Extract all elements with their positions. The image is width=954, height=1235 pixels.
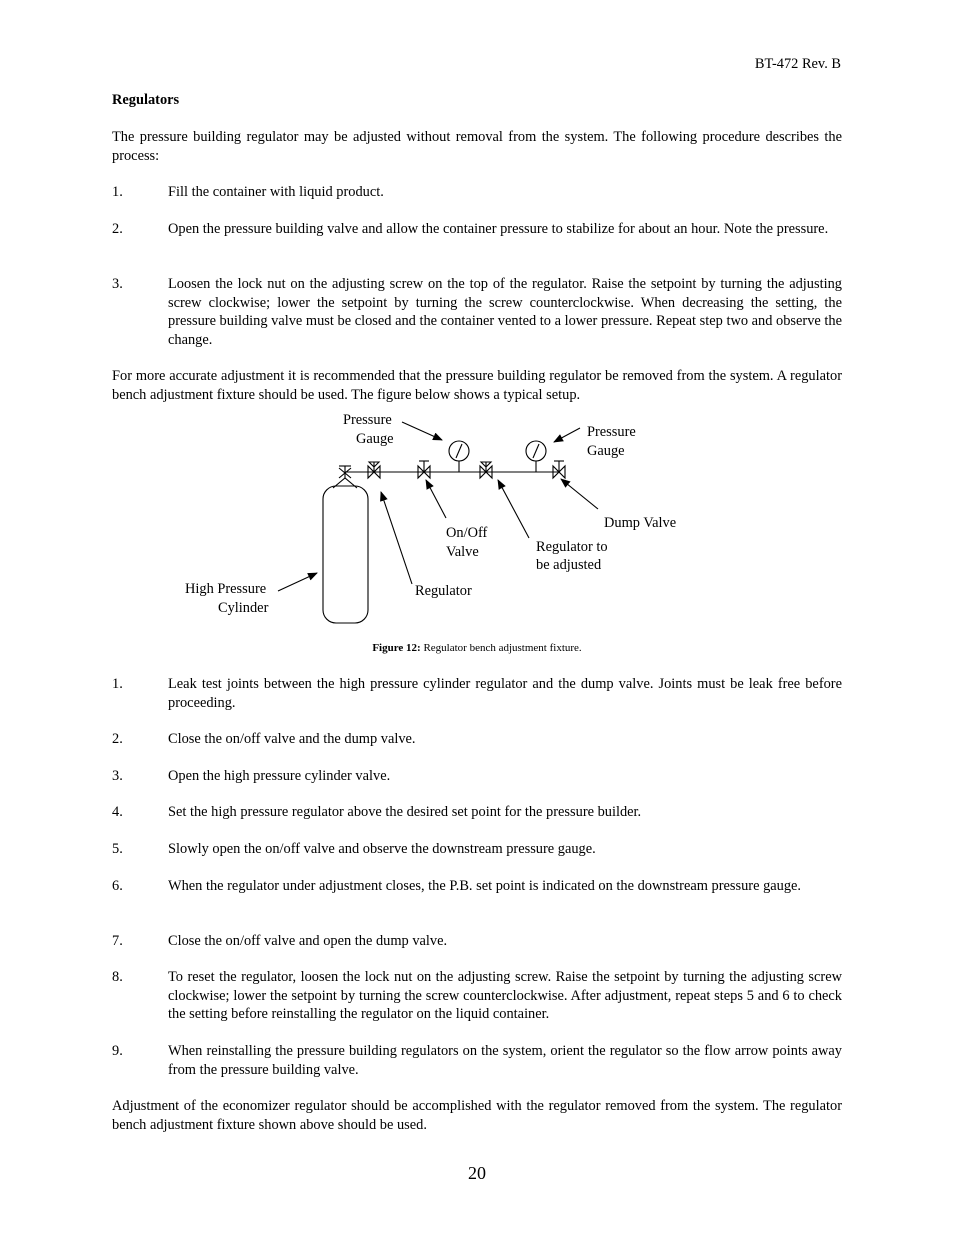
- list-item-number: 7.: [112, 933, 123, 949]
- arrow-onoff-valve: [426, 480, 446, 518]
- list-item-text: When reinstalling the pressure building regulators on the system, orient the regulator so the flow arrow points away from the pressure building valve.: [168, 1043, 842, 1078]
- label-high-pressure-cylinder: High Pressure: [185, 581, 267, 597]
- list-item-text: Fill the container with liquid product.: [168, 184, 384, 200]
- label-regulator: Regulator: [415, 583, 472, 599]
- list-item-text: Close the on/off valve and the dump valve.: [168, 731, 416, 747]
- label-onoff-valve: On/Off: [446, 525, 488, 541]
- label-pressure-gauge-left: Pressure: [343, 412, 392, 428]
- list-item-text: Loosen the lock nut on the adjusting screw on the top of the regulator. Raise the setpoint by turning the adjusting screw clockwise; lower the setpoint by turning the screw counterclockwise. When decreasing the setting, the pressure building valve must be closed and the container vented to a lower pressure. Repeat step two and observe the change.: [168, 276, 842, 348]
- list-item-number: 2.: [112, 731, 123, 747]
- label-pressure-gauge-right-line2: Gauge: [587, 443, 625, 459]
- arrow-regulator-to-adjust: [498, 480, 529, 538]
- arrow-left-gauge: [402, 422, 442, 440]
- list-item-number: 1.: [112, 676, 123, 692]
- list-item: [112, 877, 842, 896]
- document-id: BT-472 Rev. B: [754, 56, 841, 72]
- list-item: [112, 932, 842, 951]
- high-pressure-cylinder: [323, 486, 368, 623]
- label-high-pressure-cylinder-line2: Cylinder: [218, 600, 269, 616]
- list-item: [112, 1042, 842, 1079]
- list-item: [112, 840, 842, 859]
- list-item-number: 8.: [112, 969, 123, 985]
- label-dump-valve: Dump Valve: [604, 515, 677, 531]
- list-item-number: 4.: [112, 804, 123, 820]
- list-item-text: Close the on/off valve and open the dump valve.: [168, 933, 448, 949]
- list-item-number: 2.: [112, 221, 123, 237]
- page-number: 20: [468, 1163, 486, 1183]
- list-item-text: Leak test joints between the high pressure cylinder regulator and the dump valve. Joints must be leak free before proceeding.: [168, 676, 842, 711]
- list-item: [112, 675, 842, 712]
- figure-caption: [0, 642, 954, 654]
- intro-paragraph: The pressure building regulator may be adjusted without removal from the system. The following procedure describes the process:: [112, 129, 842, 164]
- figure-caption-text: Regulator bench adjustment fixture.: [420, 642, 582, 654]
- arrow-cylinder: [278, 573, 317, 591]
- list-item-number: 1.: [112, 184, 123, 200]
- list-item-number: 3.: [112, 276, 123, 292]
- list-item-number: 5.: [112, 841, 123, 857]
- list-item-text: Set the high pressure regulator above the desired set point for the pressure builder.: [168, 804, 642, 820]
- figure-caption-number: Figure 12:: [372, 642, 421, 654]
- list-item-text: When the regulator under adjustment closes, the P.B. set point is indicated on the downstream pressure gauge.: [168, 878, 802, 894]
- list-item-number: 9.: [112, 1043, 123, 1059]
- list-item: [112, 730, 842, 749]
- list-item: [112, 275, 842, 349]
- list-item-text: Open the high pressure cylinder valve.: [168, 768, 391, 784]
- list-item: [112, 803, 842, 822]
- label-onoff-valve-line2: Valve: [446, 544, 479, 560]
- list-item-text: To reset the regulator, loosen the lock nut on the adjusting screw. Raise the setpoint by turning the adjusting screw clockwise; lower the setpoint by turning the screw counterclockwise. After adjustment, repeat steps 5 and 6 to check the setting before reinstalling the regulator on the liquid container.: [168, 969, 842, 1022]
- label-pressure-gauge-left-line2: Gauge: [356, 431, 394, 447]
- list-item: [112, 220, 842, 239]
- arrow-regulator: [381, 492, 412, 584]
- list-item-text: Open the pressure building valve and allow the container pressure to stabilize for about an hour. Note the pressure.: [168, 221, 829, 237]
- arrow-dump-valve: [561, 479, 598, 509]
- economizer-paragraph: Adjustment of the economizer regulator should be accomplished with the regulator removed from the system. The regulator bench adjustment fixture shown above should be used.: [112, 1098, 842, 1133]
- list-item: [112, 183, 842, 202]
- label-regulator-to-adjust-line2: be adjusted: [536, 557, 602, 573]
- list-item-number: 3.: [112, 768, 123, 784]
- list-item: [112, 968, 842, 1024]
- list-item: [112, 767, 842, 786]
- arrow-right-gauge: [554, 428, 580, 442]
- label-regulator-to-adjust: Regulator to: [536, 539, 608, 555]
- fixture-figure: [180, 408, 700, 633]
- list-item-number: 6.: [112, 878, 123, 894]
- section-heading: Regulators: [112, 92, 180, 108]
- list-item-text: Slowly open the on/off valve and observe the downstream pressure gauge.: [168, 841, 596, 857]
- accurate-adjustment-paragraph: For more accurate adjustment it is recommended that the pressure building regulator be removed from the system. A regulator bench adjustment fixture should be used. The figure below shows a typical setup.: [112, 368, 842, 403]
- label-pressure-gauge-right: Pressure: [587, 424, 636, 440]
